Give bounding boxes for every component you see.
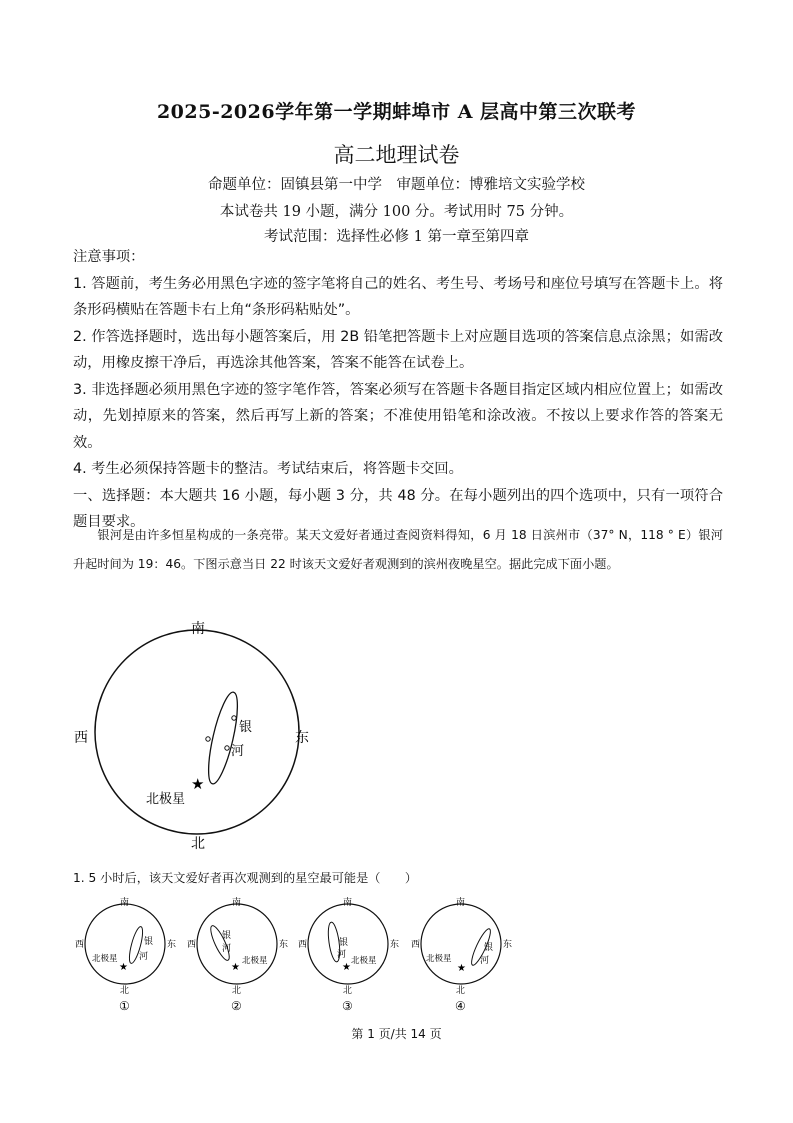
north-label: 北 bbox=[191, 836, 205, 852]
east-label: 东 bbox=[295, 730, 309, 746]
star-dot bbox=[232, 716, 236, 720]
north-label: 北 bbox=[120, 986, 130, 996]
polaris-label: 北极星 bbox=[351, 956, 377, 966]
note-item: 1. 答题前，考生务必用黑色字迹的签字笔将自己的姓名、考生号、考场号和座位号填写在答题卡上。将条形码横贴在答题卡右上角“条形码粘贴处”。 bbox=[73, 275, 723, 318]
option-4-figure bbox=[410, 895, 520, 1017]
note-item: 2. 作答选择题时，选出每小题答案后，用 2B 铅笔把答题卡上对应题目选项的答案信息点涂黑；如需改动，用橡皮擦干净后，再选涂其他答案，答案不能答在试卷上。 bbox=[73, 328, 723, 371]
polaris-star-icon: ★ bbox=[342, 962, 351, 973]
option-3-figure bbox=[297, 895, 407, 1017]
south-label: 南 bbox=[120, 898, 130, 908]
polaris-star-icon: ★ bbox=[231, 962, 240, 973]
east-label: 东 bbox=[503, 940, 513, 950]
south-label: 南 bbox=[343, 898, 353, 908]
south-label: 南 bbox=[456, 898, 466, 908]
polaris-label: 北极星 bbox=[426, 954, 452, 964]
milky-way-label: 河 bbox=[480, 956, 490, 966]
milky-way-label: 银 bbox=[239, 720, 253, 735]
milky-way-label: 银 bbox=[484, 943, 494, 953]
exam-subject: 高二地理试卷 bbox=[333, 143, 460, 167]
passage: 银河是由许多恒星构成的一条亮带。某天文爱好者通过查阅资料得知，6 月 18 日滨州市（37° N，118 ° E）银河升起时间为 19：46。下图示意当日 22 时该天文爱好者观测到的滨州夜晚星空。据此完成下面小题。 bbox=[73, 528, 723, 571]
exam-scope: 考试范围：选择性必修 1 第一章至第四章 bbox=[264, 229, 529, 245]
question-1: 1. 5 小时后，该天文爱好者再次观测到的星空最可能是（ ） bbox=[73, 871, 418, 885]
option-label: ② bbox=[231, 999, 242, 1013]
east-label: 东 bbox=[167, 940, 177, 950]
notes-heading: 注意事项： bbox=[73, 249, 145, 265]
west-label: 西 bbox=[187, 940, 197, 950]
polaris-star-icon: ★ bbox=[457, 963, 466, 974]
milky-way-label: 河 bbox=[231, 744, 245, 759]
north-label: 北 bbox=[343, 986, 353, 996]
option-label: ③ bbox=[342, 999, 353, 1013]
milky-way-label: 银 bbox=[339, 938, 349, 948]
west-label: 西 bbox=[75, 940, 85, 950]
option-1-figure bbox=[74, 895, 184, 1017]
option-2-figure bbox=[186, 895, 296, 1017]
polaris-label: 北极星 bbox=[92, 954, 118, 964]
polaris-star-icon: ★ bbox=[119, 962, 128, 973]
star-dot bbox=[225, 746, 229, 750]
notes-section bbox=[73, 244, 723, 536]
milky-way-label: 河 bbox=[337, 950, 347, 960]
polaris-label: 北极星 bbox=[242, 956, 268, 966]
note-item: 3. 非选择题必须用黑色字迹的签字笔作答，答案必须写在答题卡各题目指定区域内相应位置上；如需改动，先划掉原来的答案，然后再写上新的答案；不准使用铅笔和涂改液。不按以上要求作答的答案无效。 bbox=[73, 381, 723, 451]
west-label: 西 bbox=[298, 940, 308, 950]
milky-way-label: 银 bbox=[144, 937, 154, 947]
north-label: 北 bbox=[232, 986, 242, 996]
south-label: 南 bbox=[191, 621, 205, 637]
east-label: 东 bbox=[390, 940, 400, 950]
option-label: ① bbox=[119, 999, 130, 1013]
page-footer: 第 1 页/共 14 页 bbox=[351, 1027, 442, 1041]
note-item: 4. 考生必须保持答题卡的整洁。考试结束后，将答题卡交回。 bbox=[73, 461, 463, 477]
exam-title: 2025-2026学年第一学期蚌埠市 A 层高中第三次联考 bbox=[156, 101, 637, 123]
sky-circle bbox=[95, 630, 299, 834]
west-label: 西 bbox=[411, 940, 421, 950]
star-dot bbox=[206, 737, 210, 741]
milky-way-label: 河 bbox=[139, 952, 149, 962]
section-heading: 一、选择题：本大题共 16 小题，每小题 3 分，共 48 分。在每小题列出的四个选项中，只有一项符合题目要求。 bbox=[73, 487, 723, 530]
milky-way-label: 河 bbox=[222, 944, 232, 954]
milky-way-label: 银 bbox=[222, 931, 232, 941]
north-label: 北 bbox=[456, 986, 466, 996]
sky-figure bbox=[60, 610, 330, 855]
west-label: 西 bbox=[74, 730, 88, 746]
south-label: 南 bbox=[232, 898, 242, 908]
polaris-star-icon: ★ bbox=[191, 775, 205, 793]
milky-way-band bbox=[203, 690, 244, 786]
exam-info: 本试卷共 19 小题，满分 100 分。考试用时 75 分钟。 bbox=[219, 204, 574, 220]
exam-units: 命题单位：固镇县第一中学 审题单位：博雅培文实验学校 bbox=[208, 177, 585, 193]
east-label: 东 bbox=[279, 940, 289, 950]
option-label: ④ bbox=[455, 999, 466, 1013]
polaris-label: 北极星 bbox=[146, 792, 186, 807]
